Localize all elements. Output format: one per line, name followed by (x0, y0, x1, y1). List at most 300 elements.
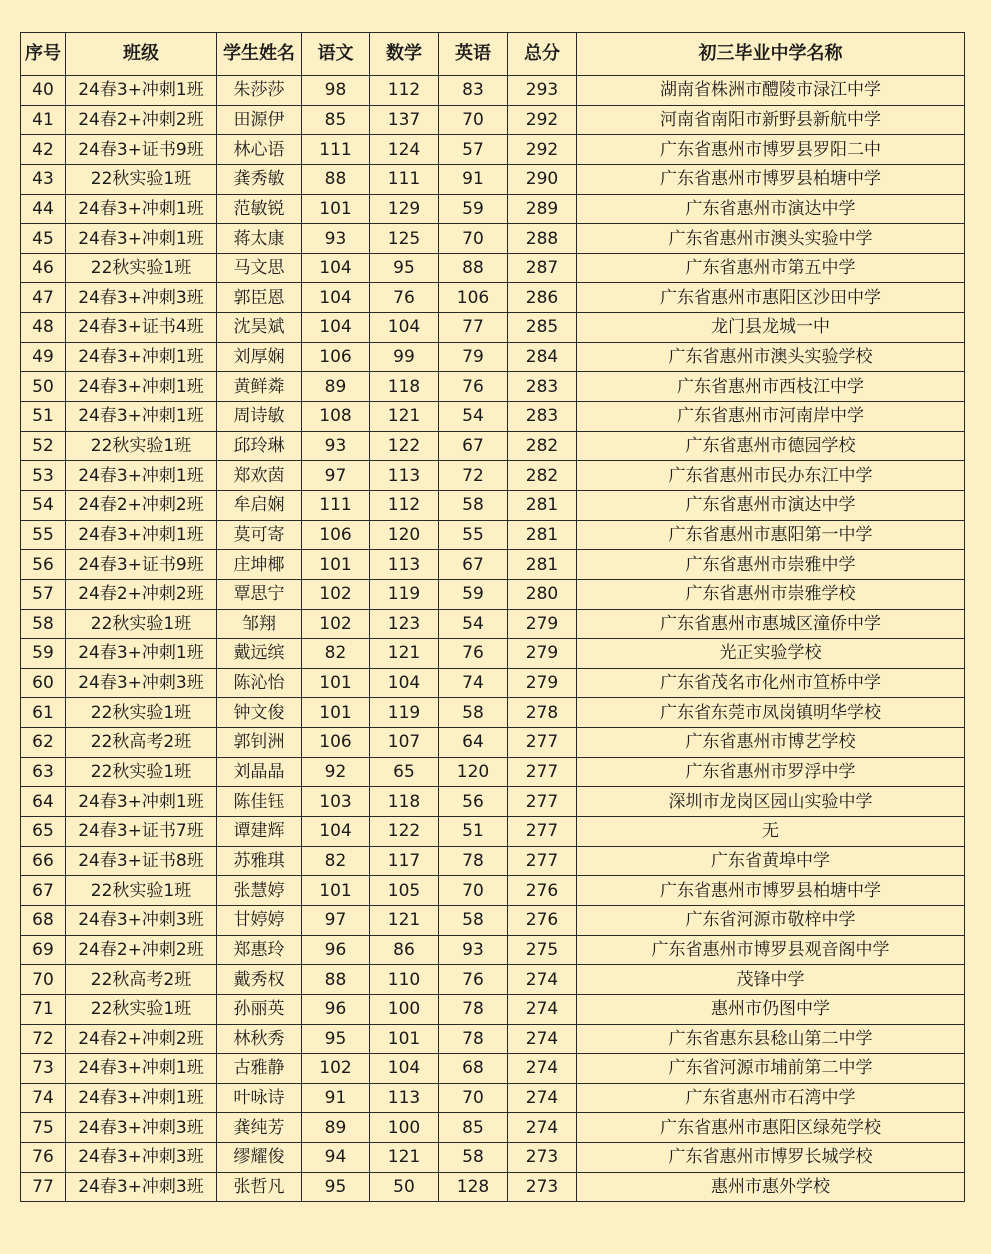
cell-student-name: 郭臣恩 (217, 283, 302, 313)
cell-middle-school: 广东省黄埠中学 (577, 846, 965, 876)
cell-class: 24春3+冲刺1班 (66, 461, 217, 491)
cell-index: 66 (21, 846, 66, 876)
cell-middle-school: 广东省惠州市崇雅中学 (577, 550, 965, 580)
cell-class: 24春3+证书9班 (66, 550, 217, 580)
cell-class: 22秋高考2班 (66, 965, 217, 995)
cell-student-name: 甘婷婷 (217, 905, 302, 935)
cell-index: 52 (21, 431, 66, 461)
cell-english: 91 (439, 164, 508, 194)
table-row (21, 253, 965, 283)
cell-total: 274 (508, 994, 577, 1024)
table-row (21, 846, 965, 876)
table-row (21, 431, 965, 461)
cell-index: 41 (21, 105, 66, 135)
cell-student-name: 沈昊斌 (217, 313, 302, 343)
cell-english: 106 (439, 283, 508, 313)
cell-class: 24春3+冲刺3班 (66, 668, 217, 698)
cell-math: 112 (370, 490, 439, 520)
cell-middle-school: 广东省惠州市演达中学 (577, 194, 965, 224)
table-row (21, 194, 965, 224)
cell-total: 281 (508, 520, 577, 550)
table-row (21, 935, 965, 965)
cell-total: 289 (508, 194, 577, 224)
cell-total: 283 (508, 402, 577, 432)
cell-student-name: 郑惠玲 (217, 935, 302, 965)
cell-chinese: 98 (302, 76, 370, 106)
cell-english: 70 (439, 1083, 508, 1113)
cell-class: 24春3+冲刺3班 (66, 283, 217, 313)
cell-english: 67 (439, 431, 508, 461)
cell-english: 70 (439, 224, 508, 254)
table-row (21, 1113, 965, 1143)
cell-student-name: 黄鲜粦 (217, 372, 302, 402)
table-row (21, 76, 965, 106)
cell-total: 287 (508, 253, 577, 283)
cell-student-name: 马文思 (217, 253, 302, 283)
cell-total: 274 (508, 1054, 577, 1084)
table-row (21, 905, 965, 935)
table-row (21, 105, 965, 135)
cell-english: 56 (439, 787, 508, 817)
cell-index: 48 (21, 313, 66, 343)
cell-math: 113 (370, 461, 439, 491)
cell-index: 73 (21, 1054, 66, 1084)
cell-total: 284 (508, 342, 577, 372)
cell-total: 292 (508, 105, 577, 135)
cell-math: 76 (370, 283, 439, 313)
cell-chinese: 88 (302, 965, 370, 995)
cell-class: 24春3+冲刺1班 (66, 402, 217, 432)
cell-math: 125 (370, 224, 439, 254)
table-row (21, 639, 965, 669)
cell-total: 275 (508, 935, 577, 965)
cell-middle-school: 惠州市惠外学校 (577, 1172, 965, 1202)
cell-english: 54 (439, 609, 508, 639)
cell-math: 121 (370, 639, 439, 669)
cell-english: 58 (439, 698, 508, 728)
cell-index: 57 (21, 579, 66, 609)
cell-class: 22秋高考2班 (66, 728, 217, 758)
cell-english: 128 (439, 1172, 508, 1202)
cell-total: 278 (508, 698, 577, 728)
cell-index: 44 (21, 194, 66, 224)
cell-english: 68 (439, 1054, 508, 1084)
cell-class: 24春2+冲刺2班 (66, 490, 217, 520)
table-row (21, 668, 965, 698)
cell-english: 74 (439, 668, 508, 698)
cell-total: 276 (508, 876, 577, 906)
header-student-name: 学生姓名 (217, 33, 302, 76)
cell-english: 77 (439, 313, 508, 343)
table-row (21, 372, 965, 402)
cell-middle-school: 深圳市龙岗区园山实验中学 (577, 787, 965, 817)
cell-math: 101 (370, 1024, 439, 1054)
cell-english: 57 (439, 135, 508, 165)
cell-middle-school: 广东省惠州市博罗长城学校 (577, 1143, 965, 1173)
cell-total: 277 (508, 846, 577, 876)
table-row (21, 1054, 965, 1084)
cell-class: 24春2+冲刺2班 (66, 1024, 217, 1054)
cell-index: 55 (21, 520, 66, 550)
cell-total: 274 (508, 1083, 577, 1113)
cell-chinese: 106 (302, 520, 370, 550)
cell-class: 24春3+冲刺1班 (66, 1083, 217, 1113)
cell-math: 117 (370, 846, 439, 876)
cell-index: 46 (21, 253, 66, 283)
cell-index: 40 (21, 76, 66, 106)
cell-class: 24春3+冲刺3班 (66, 1143, 217, 1173)
cell-index: 53 (21, 461, 66, 491)
cell-index: 71 (21, 994, 66, 1024)
cell-student-name: 龚纯芳 (217, 1113, 302, 1143)
cell-student-name: 缪耀俊 (217, 1143, 302, 1173)
cell-english: 79 (439, 342, 508, 372)
cell-english: 67 (439, 550, 508, 580)
cell-math: 118 (370, 787, 439, 817)
header-row (21, 33, 965, 76)
cell-chinese: 88 (302, 164, 370, 194)
cell-chinese: 92 (302, 757, 370, 787)
cell-chinese: 101 (302, 668, 370, 698)
cell-english: 76 (439, 639, 508, 669)
cell-class: 22秋实验1班 (66, 698, 217, 728)
header-index: 序号 (21, 33, 66, 76)
header-middle-school: 初三毕业中学名称 (577, 33, 965, 76)
cell-class: 22秋实验1班 (66, 164, 217, 194)
cell-english: 59 (439, 579, 508, 609)
cell-total: 280 (508, 579, 577, 609)
cell-total: 274 (508, 965, 577, 995)
cell-class: 24春3+冲刺1班 (66, 1054, 217, 1084)
cell-student-name: 林心语 (217, 135, 302, 165)
cell-chinese: 103 (302, 787, 370, 817)
cell-math: 104 (370, 668, 439, 698)
cell-chinese: 89 (302, 372, 370, 402)
table-row (21, 402, 965, 432)
cell-middle-school: 广东省惠州市澳头实验中学 (577, 224, 965, 254)
cell-middle-school: 广东省惠州市澳头实验学校 (577, 342, 965, 372)
cell-math: 110 (370, 965, 439, 995)
table-row (21, 313, 965, 343)
cell-index: 59 (21, 639, 66, 669)
table-row (21, 787, 965, 817)
cell-chinese: 104 (302, 313, 370, 343)
cell-middle-school: 广东省惠州市博艺学校 (577, 728, 965, 758)
cell-total: 277 (508, 787, 577, 817)
table-row (21, 342, 965, 372)
header-chinese: 语文 (302, 33, 370, 76)
table-row (21, 283, 965, 313)
cell-student-name: 邹翔 (217, 609, 302, 639)
cell-math: 113 (370, 1083, 439, 1113)
cell-class: 22秋实验1班 (66, 876, 217, 906)
cell-chinese: 106 (302, 342, 370, 372)
cell-index: 65 (21, 817, 66, 847)
cell-student-name: 覃思宁 (217, 579, 302, 609)
cell-english: 78 (439, 994, 508, 1024)
cell-total: 290 (508, 164, 577, 194)
cell-math: 100 (370, 1113, 439, 1143)
cell-chinese: 104 (302, 253, 370, 283)
cell-math: 107 (370, 728, 439, 758)
cell-math: 129 (370, 194, 439, 224)
cell-student-name: 龚秀敏 (217, 164, 302, 194)
cell-student-name: 古雅静 (217, 1054, 302, 1084)
table-row (21, 817, 965, 847)
cell-student-name: 张慧婷 (217, 876, 302, 906)
cell-middle-school: 广东省惠州市惠阳区沙田中学 (577, 283, 965, 313)
cell-chinese: 111 (302, 135, 370, 165)
cell-english: 59 (439, 194, 508, 224)
table-row (21, 876, 965, 906)
cell-index: 54 (21, 490, 66, 520)
cell-chinese: 93 (302, 224, 370, 254)
cell-class: 24春2+冲刺2班 (66, 105, 217, 135)
header-total: 总分 (508, 33, 577, 76)
cell-chinese: 102 (302, 579, 370, 609)
cell-index: 56 (21, 550, 66, 580)
cell-english: 93 (439, 935, 508, 965)
cell-math: 95 (370, 253, 439, 283)
cell-middle-school: 广东省茂名市化州市笪桥中学 (577, 668, 965, 698)
cell-chinese: 101 (302, 698, 370, 728)
cell-chinese: 108 (302, 402, 370, 432)
cell-index: 74 (21, 1083, 66, 1113)
cell-student-name: 钟文俊 (217, 698, 302, 728)
cell-chinese: 106 (302, 728, 370, 758)
cell-class: 24春3+冲刺1班 (66, 787, 217, 817)
cell-english: 70 (439, 876, 508, 906)
cell-math: 122 (370, 431, 439, 461)
cell-student-name: 刘晶晶 (217, 757, 302, 787)
cell-english: 78 (439, 1024, 508, 1054)
cell-index: 61 (21, 698, 66, 728)
cell-total: 274 (508, 1024, 577, 1054)
cell-student-name: 叶咏诗 (217, 1083, 302, 1113)
cell-total: 281 (508, 550, 577, 580)
table-row (21, 550, 965, 580)
cell-middle-school: 广东省惠州市惠阳第一中学 (577, 520, 965, 550)
cell-class: 22秋实验1班 (66, 609, 217, 639)
cell-class: 22秋实验1班 (66, 994, 217, 1024)
cell-student-name: 苏雅琪 (217, 846, 302, 876)
cell-class: 24春3+冲刺3班 (66, 905, 217, 935)
cell-math: 123 (370, 609, 439, 639)
cell-student-name: 孙丽英 (217, 994, 302, 1024)
cell-student-name: 林秋秀 (217, 1024, 302, 1054)
table-row (21, 461, 965, 491)
cell-math: 111 (370, 164, 439, 194)
cell-chinese: 94 (302, 1143, 370, 1173)
cell-math: 65 (370, 757, 439, 787)
table-row (21, 609, 965, 639)
table-row (21, 224, 965, 254)
cell-math: 100 (370, 994, 439, 1024)
cell-total: 276 (508, 905, 577, 935)
cell-student-name: 谭建辉 (217, 817, 302, 847)
cell-english: 120 (439, 757, 508, 787)
cell-chinese: 82 (302, 846, 370, 876)
cell-index: 72 (21, 1024, 66, 1054)
cell-index: 47 (21, 283, 66, 313)
cell-middle-school: 惠州市仍图中学 (577, 994, 965, 1024)
cell-middle-school: 广东省惠州市罗浮中学 (577, 757, 965, 787)
cell-class: 24春3+冲刺1班 (66, 194, 217, 224)
cell-chinese: 101 (302, 194, 370, 224)
cell-total: 282 (508, 461, 577, 491)
cell-math: 119 (370, 579, 439, 609)
cell-student-name: 牟启娴 (217, 490, 302, 520)
cell-class: 24春3+证书7班 (66, 817, 217, 847)
cell-chinese: 97 (302, 461, 370, 491)
cell-math: 50 (370, 1172, 439, 1202)
table-row (21, 965, 965, 995)
cell-student-name: 刘厚娴 (217, 342, 302, 372)
cell-total: 288 (508, 224, 577, 254)
cell-index: 51 (21, 402, 66, 432)
table-row (21, 520, 965, 550)
cell-student-name: 陈佳钰 (217, 787, 302, 817)
cell-math: 121 (370, 905, 439, 935)
cell-total: 277 (508, 757, 577, 787)
cell-middle-school: 广东省河源市敬梓中学 (577, 905, 965, 935)
cell-math: 99 (370, 342, 439, 372)
cell-middle-school: 河南省南阳市新野县新航中学 (577, 105, 965, 135)
cell-class: 24春3+冲刺1班 (66, 372, 217, 402)
cell-chinese: 102 (302, 1054, 370, 1084)
cell-math: 121 (370, 402, 439, 432)
cell-total: 274 (508, 1113, 577, 1143)
cell-student-name: 邱玲琳 (217, 431, 302, 461)
table-row (21, 757, 965, 787)
cell-chinese: 97 (302, 905, 370, 935)
table-row (21, 994, 965, 1024)
cell-english: 51 (439, 817, 508, 847)
table-row (21, 164, 965, 194)
cell-middle-school: 广东省惠州市第五中学 (577, 253, 965, 283)
cell-chinese: 82 (302, 639, 370, 669)
cell-english: 76 (439, 965, 508, 995)
cell-total: 279 (508, 609, 577, 639)
cell-middle-school: 龙门县龙城一中 (577, 313, 965, 343)
cell-middle-school: 广东省惠州市西枝江中学 (577, 372, 965, 402)
cell-chinese: 85 (302, 105, 370, 135)
cell-middle-school: 光正实验学校 (577, 639, 965, 669)
cell-total: 279 (508, 639, 577, 669)
cell-chinese: 96 (302, 994, 370, 1024)
cell-math: 113 (370, 550, 439, 580)
cell-math: 112 (370, 76, 439, 106)
cell-english: 83 (439, 76, 508, 106)
cell-class: 24春3+冲刺3班 (66, 1172, 217, 1202)
cell-class: 24春2+冲刺2班 (66, 935, 217, 965)
header-class: 班级 (66, 33, 217, 76)
cell-math: 121 (370, 1143, 439, 1173)
cell-middle-school: 广东省惠州市德园学校 (577, 431, 965, 461)
cell-english: 72 (439, 461, 508, 491)
cell-math: 86 (370, 935, 439, 965)
cell-index: 77 (21, 1172, 66, 1202)
cell-math: 120 (370, 520, 439, 550)
table-row (21, 728, 965, 758)
cell-middle-school: 广东省惠州市河南岸中学 (577, 402, 965, 432)
table-row (21, 579, 965, 609)
cell-total: 277 (508, 728, 577, 758)
cell-math: 124 (370, 135, 439, 165)
cell-class: 24春3+冲刺3班 (66, 1113, 217, 1143)
cell-index: 63 (21, 757, 66, 787)
header-english: 英语 (439, 33, 508, 76)
cell-student-name: 朱莎莎 (217, 76, 302, 106)
table-row (21, 1143, 965, 1173)
cell-middle-school: 广东省惠州市博罗县罗阳二中 (577, 135, 965, 165)
cell-english: 78 (439, 846, 508, 876)
cell-class: 24春3+证书8班 (66, 846, 217, 876)
cell-chinese: 101 (302, 550, 370, 580)
cell-math: 119 (370, 698, 439, 728)
cell-middle-school: 广东省河源市埔前第二中学 (577, 1054, 965, 1084)
cell-english: 58 (439, 905, 508, 935)
cell-english: 85 (439, 1113, 508, 1143)
cell-index: 45 (21, 224, 66, 254)
cell-student-name: 莫可寄 (217, 520, 302, 550)
cell-english: 55 (439, 520, 508, 550)
cell-class: 24春3+冲刺1班 (66, 639, 217, 669)
cell-math: 104 (370, 313, 439, 343)
cell-class: 24春3+冲刺1班 (66, 520, 217, 550)
cell-index: 76 (21, 1143, 66, 1173)
cell-english: 70 (439, 105, 508, 135)
cell-index: 50 (21, 372, 66, 402)
cell-middle-school: 茂锋中学 (577, 965, 965, 995)
cell-class: 22秋实验1班 (66, 757, 217, 787)
cell-middle-school: 广东省惠东县稔山第二中学 (577, 1024, 965, 1054)
cell-total: 286 (508, 283, 577, 313)
cell-class: 22秋实验1班 (66, 253, 217, 283)
cell-english: 58 (439, 490, 508, 520)
cell-middle-school: 广东省惠州市惠城区潼侨中学 (577, 609, 965, 639)
cell-student-name: 郭钊洲 (217, 728, 302, 758)
table-row (21, 1083, 965, 1113)
cell-english: 76 (439, 372, 508, 402)
table-row (21, 698, 965, 728)
cell-index: 69 (21, 935, 66, 965)
cell-total: 279 (508, 668, 577, 698)
cell-index: 42 (21, 135, 66, 165)
cell-class: 24春3+冲刺1班 (66, 342, 217, 372)
table-row (21, 1024, 965, 1054)
cell-class: 24春3+证书9班 (66, 135, 217, 165)
cell-chinese: 104 (302, 817, 370, 847)
cell-total: 273 (508, 1143, 577, 1173)
cell-middle-school: 广东省惠州市博罗县柏塘中学 (577, 876, 965, 906)
cell-middle-school: 广东省惠州市崇雅学校 (577, 579, 965, 609)
cell-class: 24春3+冲刺1班 (66, 224, 217, 254)
cell-student-name: 张哲凡 (217, 1172, 302, 1202)
cell-middle-school: 广东省惠州市博罗县观音阁中学 (577, 935, 965, 965)
cell-total: 281 (508, 490, 577, 520)
cell-chinese: 102 (302, 609, 370, 639)
table-row (21, 490, 965, 520)
cell-index: 70 (21, 965, 66, 995)
cell-index: 49 (21, 342, 66, 372)
cell-chinese: 111 (302, 490, 370, 520)
cell-class: 22秋实验1班 (66, 431, 217, 461)
cell-english: 58 (439, 1143, 508, 1173)
cell-student-name: 郑欢茵 (217, 461, 302, 491)
cell-index: 68 (21, 905, 66, 935)
cell-middle-school: 广东省惠州市石湾中学 (577, 1083, 965, 1113)
